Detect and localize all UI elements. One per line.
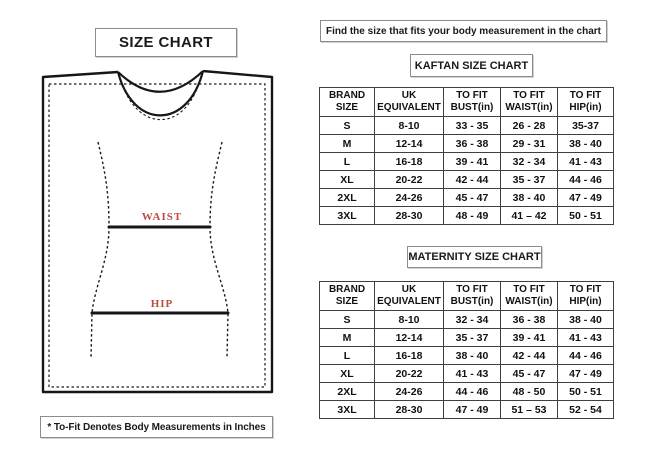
size-cell: M bbox=[320, 135, 375, 153]
size-cell: 35 - 37 bbox=[501, 171, 558, 189]
size-cell: 48 - 50 bbox=[501, 383, 558, 401]
column-header: TO FIT HIP(in) bbox=[558, 282, 614, 311]
size-cell: 44 - 46 bbox=[558, 171, 614, 189]
kaftan-size-table bbox=[319, 87, 614, 225]
column-header: BRAND SIZE bbox=[320, 88, 375, 117]
size-cell: 8-10 bbox=[375, 311, 444, 329]
size-chart-title: SIZE CHART bbox=[119, 34, 213, 51]
column-header: UK EQUIVALENT bbox=[375, 282, 444, 311]
size-cell: 45 - 47 bbox=[501, 365, 558, 383]
banner-box bbox=[320, 20, 607, 42]
size-cell: L bbox=[320, 347, 375, 365]
column-header: BRAND SIZE bbox=[320, 282, 375, 311]
size-row bbox=[320, 135, 614, 153]
size-cell: 48 - 49 bbox=[444, 207, 501, 225]
size-cell: 50 - 51 bbox=[558, 383, 614, 401]
size-cell: XL bbox=[320, 171, 375, 189]
size-cell: S bbox=[320, 117, 375, 135]
maternity-chart-title-box bbox=[407, 246, 542, 268]
size-cell: 47 - 49 bbox=[558, 365, 614, 383]
waist-label: WAIST bbox=[141, 211, 183, 223]
size-cell: 12-14 bbox=[375, 135, 444, 153]
size-row bbox=[320, 153, 614, 171]
size-cell: 38 - 40 bbox=[558, 135, 614, 153]
size-row bbox=[320, 189, 614, 207]
size-row bbox=[320, 171, 614, 189]
size-cell: 36 - 38 bbox=[444, 135, 501, 153]
column-header: TO FIT HIP(in) bbox=[558, 88, 614, 117]
size-cell: 41 - 43 bbox=[558, 153, 614, 171]
size-cell: 28-30 bbox=[375, 401, 444, 419]
size-cell: 29 - 31 bbox=[501, 135, 558, 153]
size-row bbox=[320, 401, 614, 419]
size-row bbox=[320, 117, 614, 135]
size-cell: 41 - 43 bbox=[444, 365, 501, 383]
size-cell: 33 - 35 bbox=[444, 117, 501, 135]
column-header: UK EQUIVALENT bbox=[375, 88, 444, 117]
size-cell: 32 - 34 bbox=[444, 311, 501, 329]
size-cell: 50 - 51 bbox=[558, 207, 614, 225]
table-header-row bbox=[320, 88, 614, 117]
size-cell: 3XL bbox=[320, 401, 375, 419]
size-cell: 2XL bbox=[320, 383, 375, 401]
size-cell: 16-18 bbox=[375, 347, 444, 365]
size-cell: 47 - 49 bbox=[444, 401, 501, 419]
size-cell: 24-26 bbox=[375, 189, 444, 207]
size-cell: 26 - 28 bbox=[501, 117, 558, 135]
size-cell: 45 - 47 bbox=[444, 189, 501, 207]
footnote-text: * To-Fit Denotes Body Measurements in Inches bbox=[47, 421, 266, 433]
size-cell: 42 - 44 bbox=[444, 171, 501, 189]
size-row bbox=[320, 383, 614, 401]
banner-text: Find the size that fits your body measurement in the chart bbox=[325, 25, 602, 37]
maternity-chart-title: MATERNITY SIZE CHART bbox=[408, 251, 541, 263]
column-header: TO FIT BUST(in) bbox=[444, 282, 501, 311]
size-cell: 47 - 49 bbox=[558, 189, 614, 207]
size-cell: 12-14 bbox=[375, 329, 444, 347]
size-cell: 52 - 54 bbox=[558, 401, 614, 419]
maternity-size-table bbox=[319, 281, 614, 419]
size-cell: 39 - 41 bbox=[444, 153, 501, 171]
kaftan-chart-title-box bbox=[410, 54, 533, 77]
size-cell: 39 - 41 bbox=[501, 329, 558, 347]
size-cell: 42 - 44 bbox=[501, 347, 558, 365]
size-row bbox=[320, 347, 614, 365]
size-cell: 38 - 40 bbox=[501, 189, 558, 207]
size-cell: 35 - 37 bbox=[444, 329, 501, 347]
size-cell: 35-37 bbox=[558, 117, 614, 135]
size-cell: 38 - 40 bbox=[558, 311, 614, 329]
hip-label: HIP bbox=[150, 298, 174, 310]
footnote-box bbox=[40, 416, 273, 438]
size-cell: L bbox=[320, 153, 375, 171]
size-cell: S bbox=[320, 311, 375, 329]
column-header: TO FIT BUST(in) bbox=[444, 88, 501, 117]
size-cell: M bbox=[320, 329, 375, 347]
column-header: TO FIT WAIST(in) bbox=[501, 282, 558, 311]
size-cell: 24-26 bbox=[375, 383, 444, 401]
size-cell: 51 – 53 bbox=[501, 401, 558, 419]
size-cell: 41 – 42 bbox=[501, 207, 558, 225]
size-cell: 2XL bbox=[320, 189, 375, 207]
size-cell: 20-22 bbox=[375, 365, 444, 383]
size-row bbox=[320, 207, 614, 225]
size-row bbox=[320, 365, 614, 383]
table-header-row bbox=[320, 282, 614, 311]
column-header: TO FIT WAIST(in) bbox=[501, 88, 558, 117]
size-cell: 20-22 bbox=[375, 171, 444, 189]
size-cell: 32 - 34 bbox=[501, 153, 558, 171]
size-cell: 36 - 38 bbox=[501, 311, 558, 329]
size-cell: 8-10 bbox=[375, 117, 444, 135]
size-cell: 38 - 40 bbox=[444, 347, 501, 365]
size-cell: 3XL bbox=[320, 207, 375, 225]
size-cell: 44 - 46 bbox=[558, 347, 614, 365]
size-row bbox=[320, 311, 614, 329]
kaftan-diagram bbox=[38, 70, 276, 396]
size-cell: 16-18 bbox=[375, 153, 444, 171]
size-row bbox=[320, 329, 614, 347]
kaftan-chart-title: KAFTAN SIZE CHART bbox=[414, 59, 529, 72]
size-chart-title-box bbox=[95, 28, 237, 57]
size-cell: 41 - 43 bbox=[558, 329, 614, 347]
size-cell: 44 - 46 bbox=[444, 383, 501, 401]
size-cell: 28-30 bbox=[375, 207, 444, 225]
size-cell: XL bbox=[320, 365, 375, 383]
